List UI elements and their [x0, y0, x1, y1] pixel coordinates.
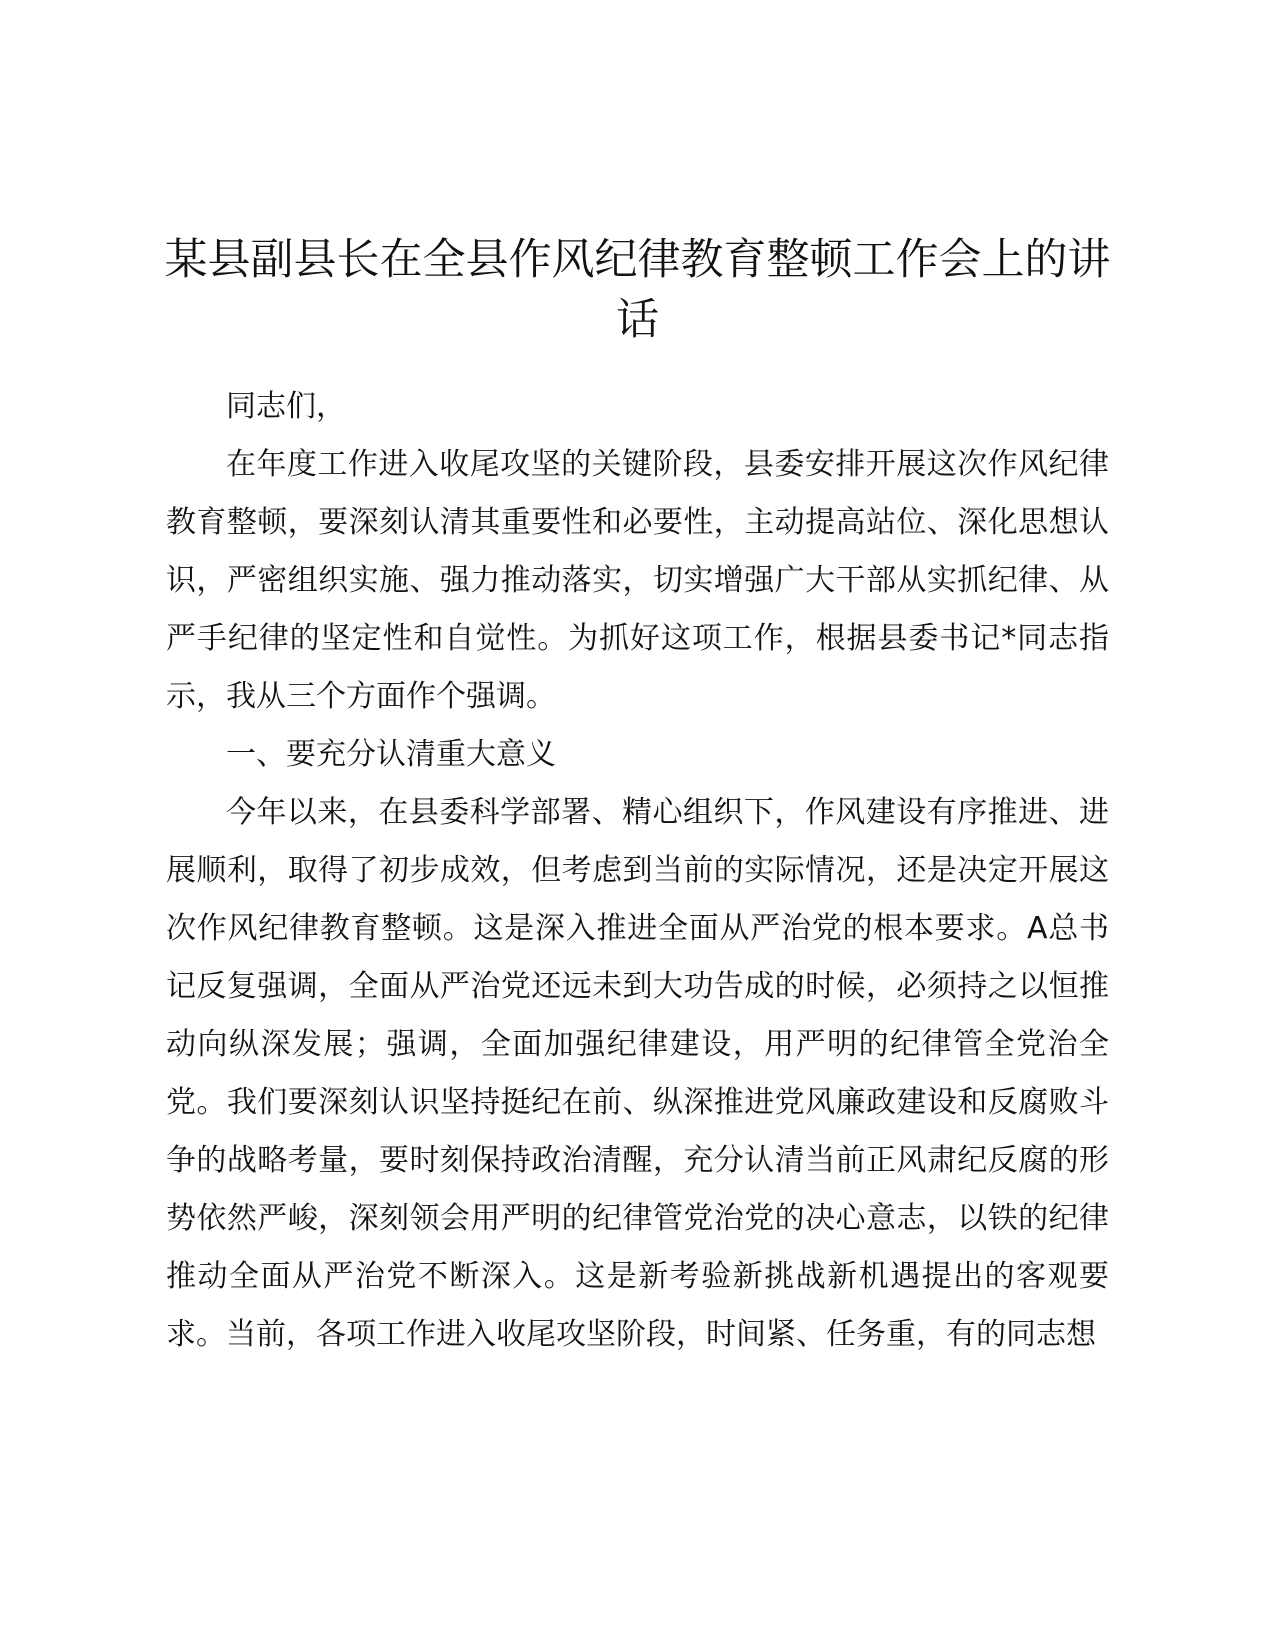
- document-body: [166, 378, 1109, 1364]
- intro-paragraph: 在年度工作进入收尾攻坚的关键阶段，县委安排开展这次作风纪律教育整顿，要深刻认清其重要性和必要性，主动提高站位、深化思想认识，严密组织实施、强力推动落实，切实增强广大干部从实抓纪律、从严手纪律的坚定性和自觉性。为抓好这项工作，根据县委书记*同志指示，我从三个方面作个强调。: [166, 447, 1109, 714]
- document-title: 某县副县长在全县作风纪律教育整顿工作会上的讲话: [164, 235, 1111, 345]
- greeting-paragraph: 同志们，: [226, 389, 346, 424]
- section-heading: 一、要充分认清重大意义: [226, 737, 556, 772]
- body-paragraph: 今年以来，在县委科学部署、精心组织下，作风建设有序推进、进展顺利，取得了初步成效，但考虑到当前的实际情况，还是决定开展这次作风纪律教育整顿。这是深入推进全面从严治党的根本要求。A总书记反复强调，全面从严治党还远未到大功告成的时候，必须持之以恒推动向纵深发展；强调，全面加强纪律建设，用严明的纪律管全党治全党。我们要深刻认识坚持挺纪在前、纵深推进党风廉政建设和反腐败斗争的战略考量，要时刻保持政治清醒，充分认清当前正风肃纪反腐的形势依然严峻，深刻领会用严明的纪律管党治党的决心意志，以铁的纪律推动全面从严治党不断深入。这是新考验新挑战新机遇提出的客观要求。当前，各项工作进入收尾攻坚阶段，时间紧、任务重，有的同志想: [166, 795, 1109, 1352]
